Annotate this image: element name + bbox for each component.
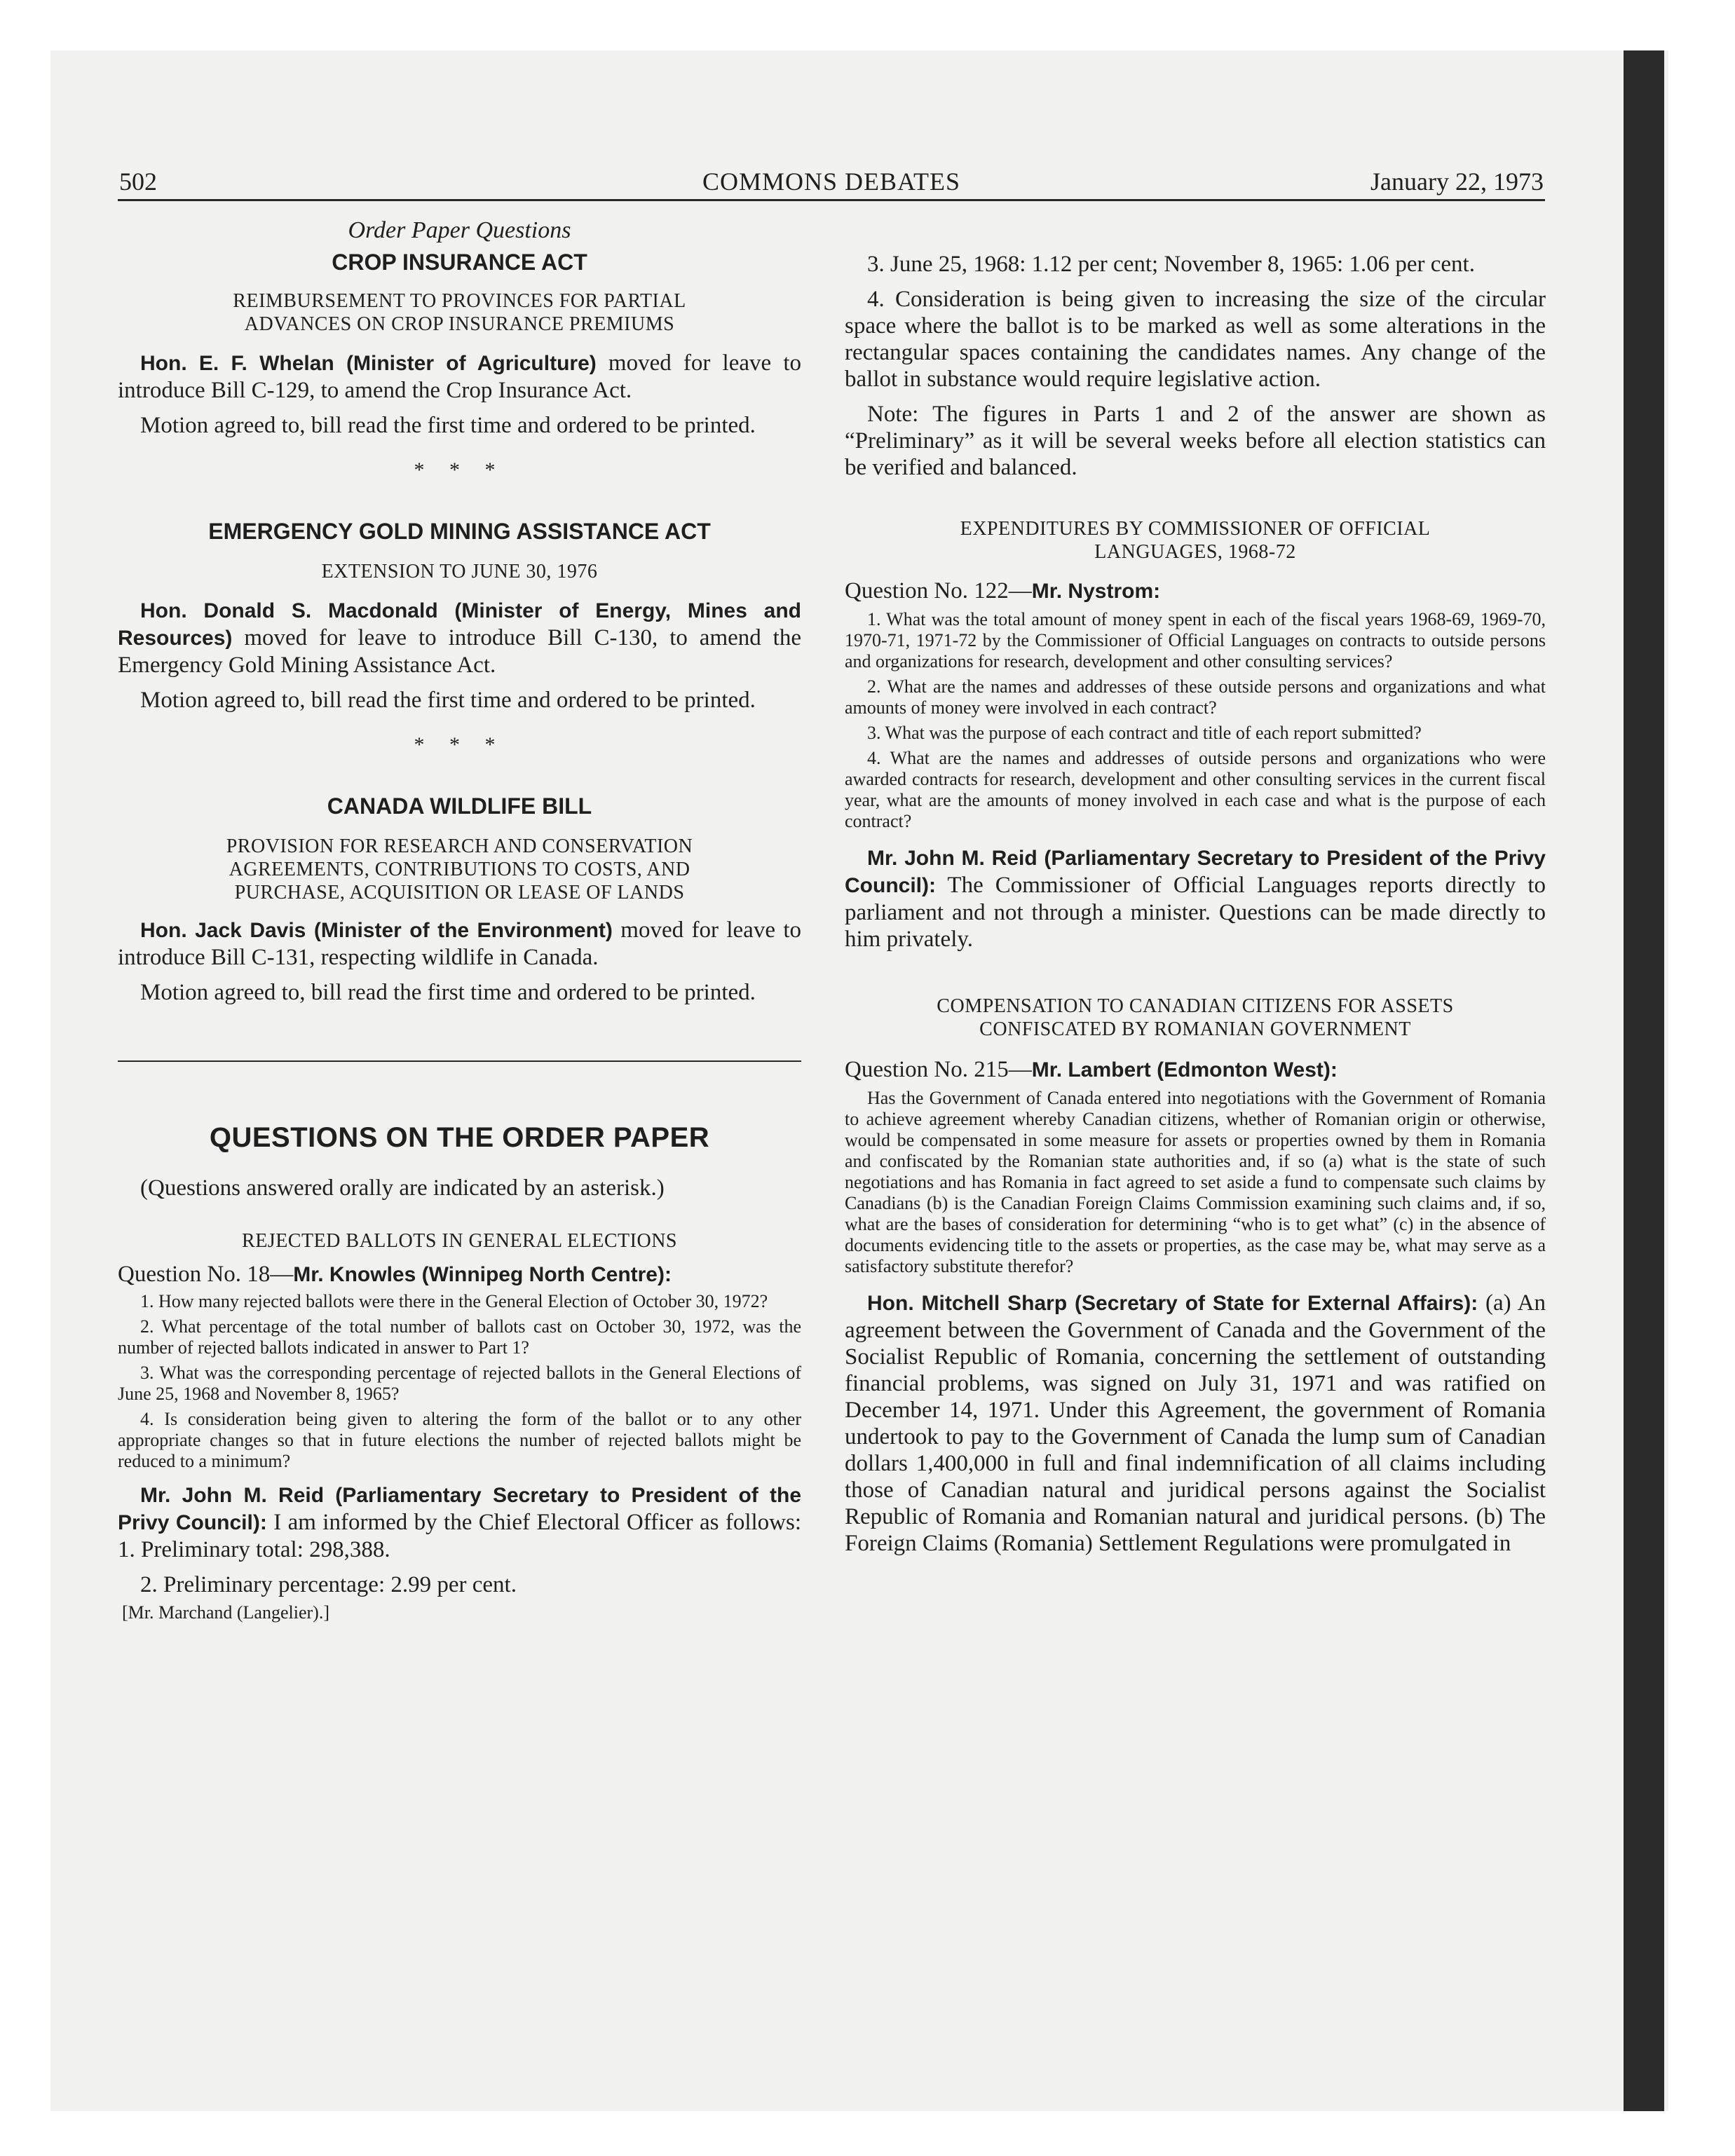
question-number: Question No. 215—: [845, 1057, 1032, 1082]
questions-heading: QUESTIONS ON THE ORDER PAPER: [209, 1122, 710, 1153]
romania-title-2: CONFISCATED BY ROMANIAN GOVERNMENT: [979, 1018, 1411, 1040]
question-122-part-1: 1. What was the total amount of money spent in each of the fiscal years 1968-69, 1969-70, 1970-71, 1971-72 by the Commissioner of Official Languages on contracts to outside persons and organizations for research, development and other consulting services?: [845, 609, 1546, 671]
crop-act-motion: [118, 350, 801, 404]
question-122-part-3: 3. What was the purpose of each contract and title of each report submitted?: [867, 723, 1422, 743]
motion-text: moved for leave to introduce Bill C-130, to amend the Emergency Gold Mining Assistance Act.: [118, 625, 802, 678]
crop-act-title: CROP INSURANCE ACT: [332, 250, 587, 275]
question-18-answer: [118, 1482, 801, 1563]
expenditures-title-2: LANGUAGES, 1968-72: [1094, 541, 1296, 563]
left-column: [118, 213, 801, 1623]
answer-text: (a) An agreement between the Government of Canada and the Government of the Socialist Republic of Romania, concerning the settlement of outstanding financial problems, was signed on July 31, 1971 and was ratified on December 14, 1971. Under this Agreement, the government of Romania undertook to pay to the Government of Canada the lump sum of Canadian dollars 1,400,000 in full and final indemnification of all claims including those of Canadian natural and juridical persons against the Socialist Republic of Romania and Romanian natural and juridical persons. (b) The Foreign Claims (Romania) Settlement Regulations were promulgated in: [845, 1290, 1546, 1556]
question-number: Question No. 18—: [118, 1262, 294, 1287]
right-column: [845, 213, 1546, 1557]
question-18-answer-2: 2. Preliminary percentage: 2.99 per cent.: [140, 1572, 517, 1597]
answer-text: The Commissioner of Official Languages reports directly to parliament and not through a minister. Questions can be made directly to him privately.: [845, 873, 1546, 952]
expenditures-title-1: EXPENDITURES BY COMMISSIONER OF OFFICIAL: [960, 518, 1431, 540]
question-member: Mr. Nystrom:: [1031, 580, 1161, 603]
section-separator-stars: * * *: [414, 733, 505, 756]
wildlife-motion: [118, 917, 801, 971]
page-number: 502: [119, 168, 157, 196]
question-122-answer: [845, 845, 1546, 953]
question-215-text: Has the Government of Canada entered into negotiations with the Government of Romania to achieve agreement whereby Canadian citizens, whether of Romanian origin or otherwise, would be compensated in some measure for assets or properties owned by them in Romania and confiscated by the Romanian state authorities and, if so (a) what is the state of such negotiations and has Romania in fact agreed to set aside a fund to compensate such claims by Canadians (b) is the Canadian Foreign Claims Commission examining such claims and, if so, what are the bases of consideration for determining “who is to get what” (c) in the absence of documents evidencing title to the assets or properties, as the case may be, what may serve as a satisfactory substitute therefor?: [845, 1088, 1546, 1276]
question-member: Mr. Knowles (Winnipeg North Centre):: [293, 1263, 672, 1286]
wildlife-subtitle-2: AGREEMENTS, CONTRIBUTIONS TO COSTS, AND: [229, 859, 690, 880]
gold-act-result: Motion agreed to, bill read the first time and ordered to be printed.: [140, 688, 756, 713]
speaker-name: Hon. Mitchell Sharp (Secretary of State for External Affairs):: [867, 1292, 1478, 1315]
wildlife-result: Motion agreed to, bill read the first time and ordered to be printed.: [140, 980, 756, 1005]
question-member: Mr. Lambert (Edmonton West):: [1031, 1058, 1338, 1082]
gold-act-motion: [118, 597, 801, 678]
wildlife-subtitle-1: PROVISION FOR RESEARCH AND CONSERVATION: [226, 835, 693, 857]
wildlife-bill-title: CANADA WILDLIFE BILL: [327, 793, 592, 819]
question-122-part-4: 4. What are the names and addresses of outside persons and organizations who were awarded contracts for research, development and other consulting services in the current fiscal year, what are the amounts of money involved in each case and what is the purpose of each contract?: [845, 748, 1546, 831]
answer-text: I am informed by the Chief Electoral Officer as follows: 1. Preliminary total: 298,388.: [118, 1510, 802, 1562]
question-122-line: [845, 578, 1546, 605]
questions-note: (Questions answered orally are indicated by an asterisk.): [140, 1175, 665, 1201]
motion-text: moved for leave to introduce Bill C-129, to amend the Crop Insurance Act.: [118, 350, 801, 403]
speaker-interjection: [Mr. Marchand (Langelier).]: [122, 1602, 329, 1623]
question-18-part-3: 3. What was the corresponding percentage of rejected ballots in the General Elections of June 25, 1968 and November 8, 1965?: [118, 1363, 801, 1404]
scan-edge-shadow: [1624, 50, 1664, 2111]
question-18-part-2: 2. What percentage of the total number of ballots cast on October 30, 1972, was the number of rejected ballots indicated in answer to Part 1?: [118, 1316, 801, 1358]
crop-act-subtitle-1: REIMBURSEMENT TO PROVINCES FOR PARTIAL: [233, 290, 686, 312]
question-18-part-4: 4. Is consideration being given to altering the form of the ballot or to any other appropriate changes so that in future elections the number of rejected ballots might be reduced to a minimum?: [118, 1409, 801, 1471]
answer-part-3: 3. June 25, 1968: 1.12 per cent; November 8, 1965: 1.06 per cent.: [867, 252, 1475, 277]
speaker-name: Hon. Donald S. Macdonald (Minister of Energy, Mines and Resources): [118, 599, 801, 650]
speaker-name: Hon. E. F. Whelan (Minister of Agriculture): [140, 352, 597, 375]
question-215-line: [845, 1056, 1546, 1084]
gold-act-subtitle: EXTENSION TO JUNE 30, 1976: [321, 561, 598, 582]
section-label: Order Paper Questions: [348, 217, 571, 243]
motion-text: moved for leave to introduce Bill C-131, respecting wildlife in Canada.: [118, 917, 802, 970]
section-divider-rule: [118, 1060, 801, 1062]
question-18-line: [118, 1261, 801, 1288]
speaker-name: Mr. John M. Reid (Parliamentary Secretary to President of the Privy Council):: [118, 1484, 801, 1534]
wildlife-subtitle-3: PURCHASE, ACQUISITION OR LEASE OF LANDS: [234, 882, 685, 903]
question-number: Question No. 122—: [845, 578, 1032, 603]
speaker-name: Mr. John M. Reid (Parliamentary Secretary to President of the Privy Council):: [845, 847, 1546, 897]
page-header: [118, 163, 1545, 201]
answer-part-4: 4. Consideration is being given to increasing the size of the circular space where the ballot is to be marked as well as some alterations in the rectangular spaces containing the candidates names. Any change of the ballot in substance would require legislative action.: [845, 287, 1546, 392]
section-separator-stars: * * *: [414, 458, 505, 482]
question-215-answer: [845, 1290, 1546, 1557]
speaker-name: Hon. Jack Davis (Minister of the Environment): [140, 919, 613, 942]
answer-note: Note: The figures in Parts 1 and 2 of the answer are shown as “Preliminary” as it will be several weeks before all election statistics can be verified and balanced.: [845, 402, 1546, 480]
question-18-part-1: 1. How many rejected ballots were there in the General Election of October 30, 1972?: [140, 1291, 768, 1311]
romania-title-1: COMPENSATION TO CANADIAN CITIZENS FOR ASSETS: [937, 995, 1454, 1017]
crop-act-subtitle-2: ADVANCES ON CROP INSURANCE PREMIUMS: [244, 313, 675, 335]
crop-act-result: Motion agreed to, bill read the first time and ordered to be printed.: [140, 413, 756, 438]
rejected-ballots-title: REJECTED BALLOTS IN GENERAL ELECTIONS: [242, 1230, 677, 1252]
question-122-part-2: 2. What are the names and addresses of these outside persons and organizations and what amounts of money were involved in each contract?: [845, 676, 1546, 718]
gold-act-title: EMERGENCY GOLD MINING ASSISTANCE ACT: [208, 519, 711, 544]
publication-title: COMMONS DEBATES: [702, 168, 961, 196]
page-date: January 22, 1973: [1370, 168, 1544, 196]
